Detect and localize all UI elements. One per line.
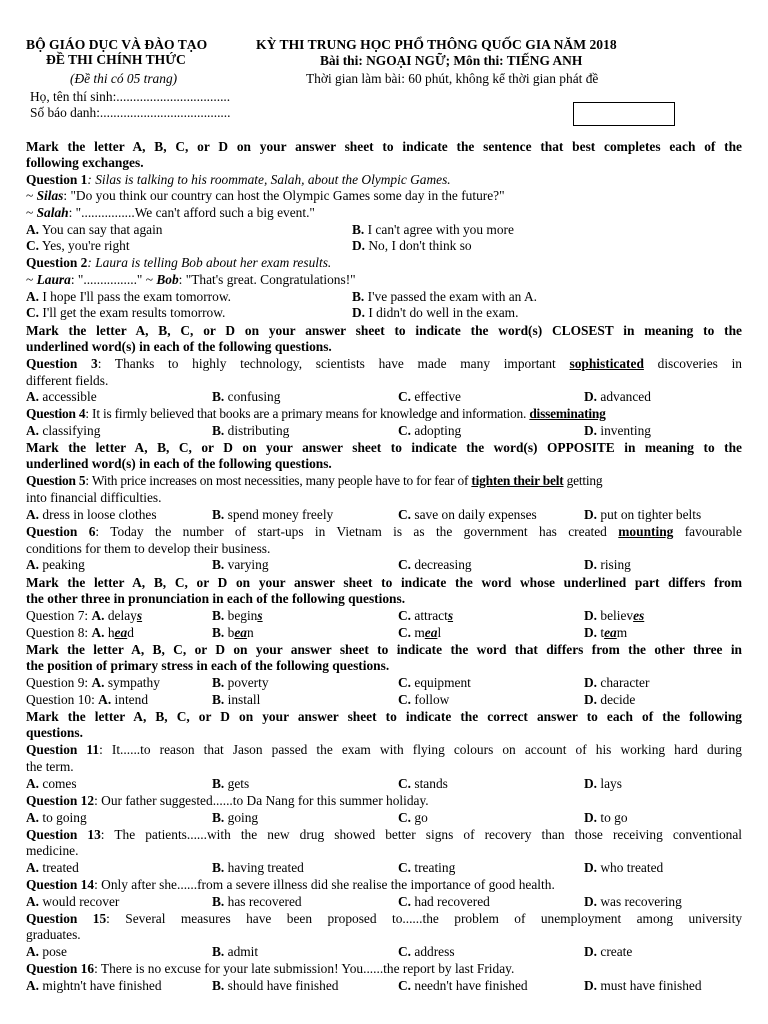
question-15-stem-cont: graduates.: [26, 927, 81, 942]
question-12-stem: Question 12: Our father suggested......to Da Nang for this summer holiday.: [26, 793, 429, 808]
instruction-section-3-cont: underlined word(s) in each of the following questions.: [26, 456, 332, 471]
q6-underlined-word: mounting: [618, 524, 674, 539]
q5-underlined-phrase: tighten their belt: [471, 473, 564, 488]
q13-option-d[interactable]: D. who treated: [584, 860, 664, 875]
q2-option-c[interactable]: C. I'll get the exam results tomorrow.: [26, 305, 226, 320]
candidate-name-field: Họ, tên thí sinh:..................................: [30, 89, 231, 104]
q11-option-c[interactable]: C. stands: [398, 776, 448, 791]
q4-option-a[interactable]: A. classifying: [26, 423, 101, 438]
q14-option-c[interactable]: C. had recovered: [398, 894, 490, 909]
q12-option-d[interactable]: D. to go: [584, 810, 628, 825]
q15-option-a[interactable]: A. pose: [26, 944, 67, 959]
q5-option-d[interactable]: D. put on tighter belts: [584, 507, 702, 522]
q7-label-option-a[interactable]: Question 7: A. delays: [26, 608, 143, 623]
exam-code-box: [573, 102, 675, 126]
q2-option-d[interactable]: D. I didn't do well in the exam.: [352, 305, 519, 320]
q11-option-d[interactable]: D. lays: [584, 776, 622, 791]
question-1-line-salah: ~ Salah: "................We can't afford such a big event.": [26, 205, 315, 220]
question-14-stem: Question 14: Only after she......from a severe illness did she realise the importance of good health.: [26, 877, 555, 892]
q16-option-d[interactable]: D. must have finished: [584, 978, 702, 993]
q8-option-b[interactable]: B. bean: [212, 625, 254, 640]
q12-option-c[interactable]: C. go: [398, 810, 428, 825]
q9-label-option-a[interactable]: Question 9: A. sympathy: [26, 675, 160, 690]
q13-option-b[interactable]: B. having treated: [212, 860, 304, 875]
question-2-stem: Question 2: Laura is telling Bob about her exam results.: [26, 255, 332, 270]
q9-option-c[interactable]: C. equipment: [398, 675, 471, 690]
q6-option-c[interactable]: C. decreasing: [398, 557, 472, 572]
q3-option-b[interactable]: B. confusing: [212, 389, 281, 404]
exam-title: KỲ THI TRUNG HỌC PHỔ THÔNG QUỐC GIA NĂM 2018: [256, 37, 617, 52]
question-1-stem: Question 1: Silas is talking to his roommate, Salah, about the Olympic Games.: [26, 172, 451, 187]
instruction-section-6-cont: questions.: [26, 725, 83, 740]
q12-option-a[interactable]: A. to going: [26, 810, 87, 825]
q6-option-d[interactable]: D. rising: [584, 557, 631, 572]
question-13-stem-cont: medicine.: [26, 843, 79, 858]
q6-option-a[interactable]: A. peaking: [26, 557, 85, 572]
exam-type: ĐỀ THI CHÍNH THỨC: [46, 52, 186, 67]
q13-option-a[interactable]: A. treated: [26, 860, 79, 875]
instruction-section-1: Mark the letter A, B, C, or D on your answer sheet to indicate the sentence that best completes each of the: [26, 139, 742, 154]
question-15-stem: Question 15: Several measures have been proposed to......the problem of unemployment among university: [26, 911, 743, 926]
q3-option-c[interactable]: C. effective: [398, 389, 461, 404]
q14-option-a[interactable]: A. would recover: [26, 894, 120, 909]
q11-option-b[interactable]: B. gets: [212, 776, 250, 791]
q11-option-a[interactable]: A. comes: [26, 776, 77, 791]
question-13-stem: Question 13: The patients......with the new drug showed better signs of recovery than those receiving conventional: [26, 827, 742, 842]
question-16-stem: Question 16: There is no excuse for your late submission! You......the report by last Friday.: [26, 961, 515, 976]
q10-label-option-a[interactable]: Question 10: A. intend: [26, 692, 149, 707]
q3-option-a[interactable]: A. accessible: [26, 389, 97, 404]
q6-option-b[interactable]: B. varying: [212, 557, 269, 572]
instruction-section-1-cont: following exchanges.: [26, 155, 144, 170]
q8-option-c[interactable]: C. meal: [398, 625, 442, 640]
time-note: Thời gian làm bài: 60 phút, không kể thời gian phát đề: [306, 71, 599, 86]
q5-option-c[interactable]: C. save on daily expenses: [398, 507, 537, 522]
q3-underlined-word: sophisticated: [569, 356, 644, 371]
q16-option-c[interactable]: C. needn't have finished: [398, 978, 528, 993]
q14-option-b[interactable]: B. has recovered: [212, 894, 302, 909]
q8-label-option-a[interactable]: Question 8: A. head: [26, 625, 134, 640]
q3-option-d[interactable]: D. advanced: [584, 389, 651, 404]
q9-option-d[interactable]: D. character: [584, 675, 650, 690]
candidate-number-field: Số báo danh:.......................................: [30, 105, 231, 120]
instruction-section-6: Mark the letter A, B, C, or D on your answer sheet to indicate the correct answer to each of the following: [26, 709, 742, 724]
q16-option-b[interactable]: B. should have finished: [212, 978, 339, 993]
q5-option-b[interactable]: B. spend money freely: [212, 507, 334, 522]
subject-line: Bài thi: NGOẠI NGỮ; Môn thi: TIẾNG ANH: [320, 53, 583, 68]
q8-option-d[interactable]: D. team: [584, 625, 628, 640]
instruction-section-5-cont: the position of primary stress in each of the following questions.: [26, 658, 390, 673]
question-3-stem-cont: different fields.: [26, 373, 109, 388]
question-6-stem: Question 6: Today the number of start-ups in Vietnam is as the government has created mounting favourable: [26, 524, 742, 539]
ministry-name: BỘ GIÁO DỤC VÀ ĐÀO TẠO: [26, 37, 208, 52]
q7-option-b[interactable]: B. begins: [212, 608, 263, 623]
question-5-stem-cont: into financial difficulties.: [26, 490, 162, 505]
q1-option-d[interactable]: D. No, I don't think so: [352, 238, 472, 253]
instruction-section-4: Mark the letter A, B, C, or D on your answer sheet to indicate the word whose underlined part differs from: [26, 575, 742, 590]
q1-option-b[interactable]: B. I can't agree with you more: [352, 222, 514, 237]
q4-option-d[interactable]: D. inventing: [584, 423, 651, 438]
q2-option-a[interactable]: A. I hope I'll pass the exam tomorrow.: [26, 289, 231, 304]
q9-option-b[interactable]: B. poverty: [212, 675, 269, 690]
instruction-section-5: Mark the letter A, B, C, or D on your answer sheet to indicate the word that differs from the other three in: [26, 642, 742, 657]
q15-option-d[interactable]: D. create: [584, 944, 633, 959]
q7-option-c[interactable]: C. attracts: [398, 608, 454, 623]
q14-option-d[interactable]: D. was recovering: [584, 894, 682, 909]
q2-option-b[interactable]: B. I've passed the exam with an A.: [352, 289, 538, 304]
instruction-section-3: Mark the letter A, B, C, or D on your answer sheet to indicate the word(s) OPPOSITE in meaning to the: [26, 440, 742, 455]
q10-option-c[interactable]: C. follow: [398, 692, 450, 707]
question-3-stem: Question 3: Thanks to highly technology, scientists have made many important sophisticated discoveries in: [26, 356, 742, 371]
q5-option-a[interactable]: A. dress in loose clothes: [26, 507, 157, 522]
q12-option-b[interactable]: B. going: [212, 810, 259, 825]
q10-option-b[interactable]: B. install: [212, 692, 261, 707]
instruction-section-4-cont: the other three in pronunciation in each of the following questions.: [26, 591, 406, 606]
q4-underlined-word: disseminating: [529, 406, 606, 421]
q4-option-b[interactable]: B. distributing: [212, 423, 290, 438]
q7-option-d[interactable]: D. believes: [584, 608, 645, 623]
question-1-line-silas: ~ Silas: "Do you think our country can host the Olympic Games some day in the future?": [26, 188, 505, 203]
pages-note: (Đề thi có 05 trang): [70, 71, 178, 86]
q1-option-c[interactable]: C. Yes, you're right: [26, 238, 130, 253]
question-11-stem: Question 11: It......to reason that Jason passed the exam with flying colours on account of his working hard during: [26, 742, 743, 757]
q1-option-a[interactable]: A. You can say that again: [26, 222, 163, 237]
q15-option-b[interactable]: B. admit: [212, 944, 259, 959]
question-4-stem: Question 4: It is firmly believed that books are a primary means for knowledge and information. disseminating: [26, 406, 606, 421]
instruction-section-2-cont: underlined word(s) in each of the following questions.: [26, 339, 332, 354]
q16-option-a[interactable]: A. mightn't have finished: [26, 978, 162, 993]
question-5-stem: Question 5: With price increases on most necessities, many people have to for fear of tighten their belt getting: [26, 473, 603, 488]
q13-option-c[interactable]: C. treating: [398, 860, 456, 875]
question-2-dialogue: ~ Laura: "................" ~ Bob: "That's great. Congratulations!": [26, 272, 356, 287]
q4-option-c[interactable]: C. adopting: [398, 423, 462, 438]
q15-option-c[interactable]: C. address: [398, 944, 455, 959]
q10-option-d[interactable]: D. decide: [584, 692, 636, 707]
question-6-stem-cont: conditions for them to develop their business.: [26, 541, 271, 556]
question-11-stem-cont: the term.: [26, 759, 74, 774]
instruction-section-2: Mark the letter A, B, C, or D on your answer sheet to indicate the word(s) CLOSEST in meaning to the: [26, 323, 742, 338]
